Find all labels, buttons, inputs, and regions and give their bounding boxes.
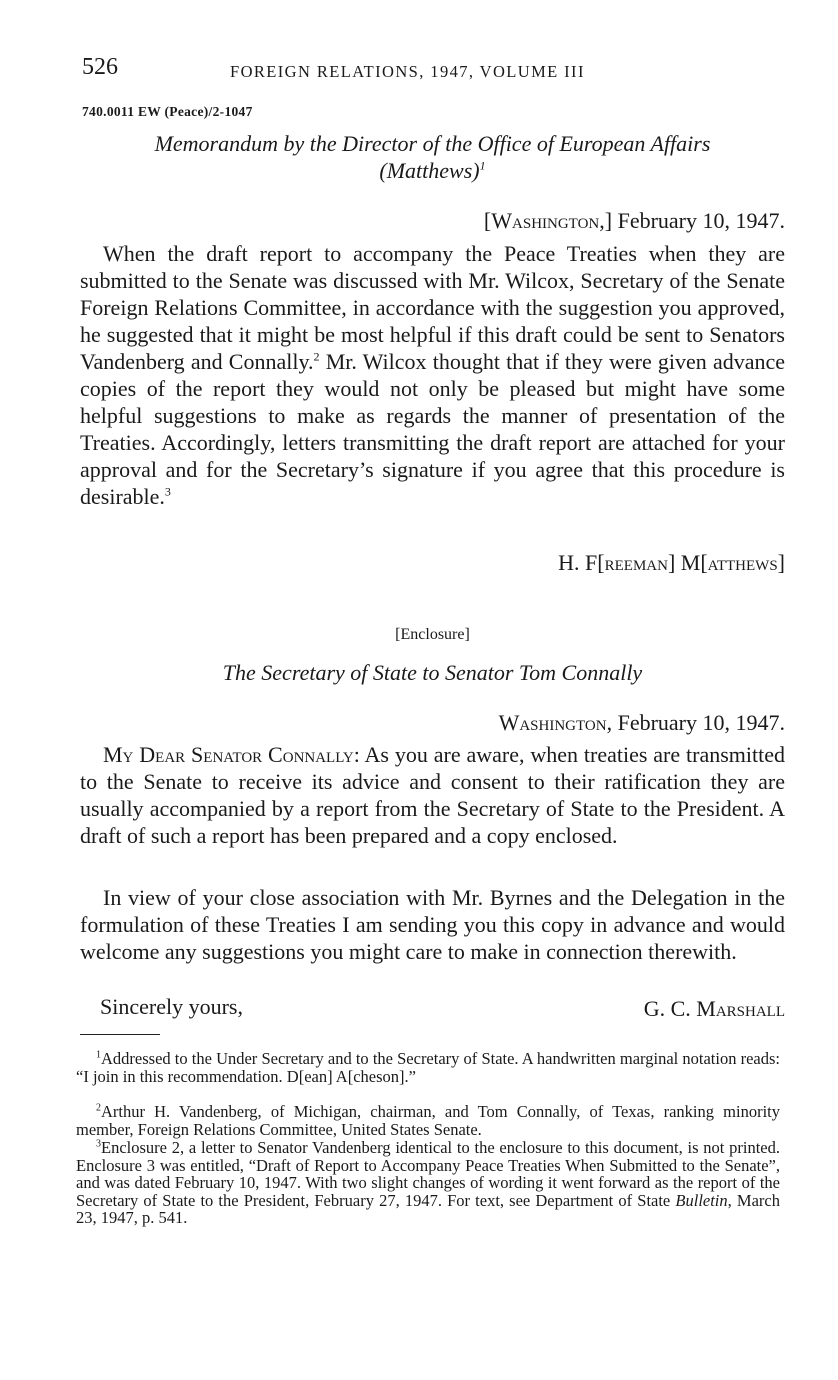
enclosure-dateline — [80, 710, 785, 736]
footnote-text: Enclosure 2, a letter to Senator Vandenberg identical to the enclosure to this document, is not printed. Enclosure 3 was entitled, “Draft of Report to Accompany Peace Treaties When Submitted to the Senate”, and was dated February 10, 1947. With two slight changes of wording it went forward as the report of the Secretary of State to the President, February 27, 1947. For text, see Department of State — [76, 1138, 780, 1210]
enclosure-para1 — [80, 741, 785, 849]
signature-part: ] M — [667, 550, 701, 575]
footnote-3 — [76, 1139, 780, 1227]
memo-title-line1: Memorandum by the Director of the Office of European Affairs — [154, 131, 711, 156]
memo-signature: H. F[reeman] M[atthews] — [558, 550, 785, 575]
memo-body-part1: When the draft report to accompany the Peace Treaties when they are submitted to the Senate was discussed with Mr. Wilcox, Secretary of the Senate Foreign Relations Committee, in accordance with the suggestion you approved, he suggested that it might be most helpful if this draft could be sent to Senators Vandenberg and Connally. — [80, 241, 785, 374]
enclosure-label: [Enclosure] — [395, 626, 470, 643]
memo-body — [80, 240, 785, 510]
signature-part: reeman — [604, 550, 668, 575]
page-number: 526 — [82, 54, 118, 80]
footnote-ref: 3 — [164, 484, 171, 499]
footnote-text: Arthur H. Vandenberg, of Michigan, chairman, and Tom Connally, of Texas, ranking minority member, Foreign Relations Committee, United States Senate. — [76, 1102, 780, 1139]
footnote-1 — [76, 1050, 780, 1085]
footnote-divider — [80, 1034, 160, 1035]
footnote-mark: 1 — [96, 1049, 101, 1061]
running-title: FOREIGN RELATIONS, 1947, VOLUME III — [230, 62, 585, 81]
enclosure-para1-text: As you are aware, when treaties are transmitted to the Senate to receive its advice and consent to their ratification they are usually accompanied by a report from the Secretary of State to the President. A draft of such a report has been prepared and a copy enclosed. — [80, 742, 786, 848]
signer: G. C. Marshall — [643, 996, 785, 1021]
memo-title-line2-wrap — [80, 158, 785, 184]
salutation: My Dear Senator Connally: — [103, 742, 360, 767]
footnote-mark: 3 — [96, 1138, 101, 1150]
memo-title-line2: (Matthews) — [379, 158, 480, 183]
footnote-ref: 2 — [313, 349, 320, 364]
file-number: 740.0011 EW (Peace)/2-1047 — [82, 104, 253, 119]
signature-part: atthews — [707, 550, 778, 575]
dateline-place: Washington, — [491, 208, 605, 233]
footnote-2 — [76, 1103, 780, 1138]
footnote-text: Addressed to the Under Secretary and to the Secretary of State. A handwritten marginal notation reads: “I join in this recommendation. D[ean] A[cheson].” — [76, 1049, 780, 1086]
footnote-italic: Bulletin — [675, 1190, 728, 1210]
dateline-date: February 10, 1947. — [612, 208, 785, 233]
signature-part: H. F — [558, 550, 598, 575]
memo-title — [80, 131, 785, 157]
dateline-place: Washington, — [498, 710, 613, 735]
dateline-date: February 10, 1947. — [612, 710, 785, 735]
closing: Sincerely yours, — [100, 994, 243, 1019]
footnote-ref: 1 — [479, 158, 486, 173]
memo-dateline: [Washington,] February 10, 1947. — [483, 208, 785, 233]
footnote-mark: 2 — [96, 1102, 101, 1114]
enclosure-para2: In view of your close association with Mr. Byrnes and the Delegation in the formulation of these Treaties I am sending you this copy in advance and would welcome any suggestions you might care to make in connection therewith. — [80, 885, 785, 964]
memo-body-part2: Mr. Wilcox thought that if they were given advance copies of the report they would not only be pleased but might have some helpful suggestions to make as regards the manner of presentation of the Treaties. Accordingly, letters transmitting the draft report are attached for your approval and for the Secretary’s signature if you agree that this procedure is desirable. — [80, 349, 785, 509]
footnote-text-end: , March 23, 1947, p. 541. — [76, 1190, 780, 1227]
enclosure-title: The Secretary of State to Senator Tom Connally — [222, 660, 643, 685]
